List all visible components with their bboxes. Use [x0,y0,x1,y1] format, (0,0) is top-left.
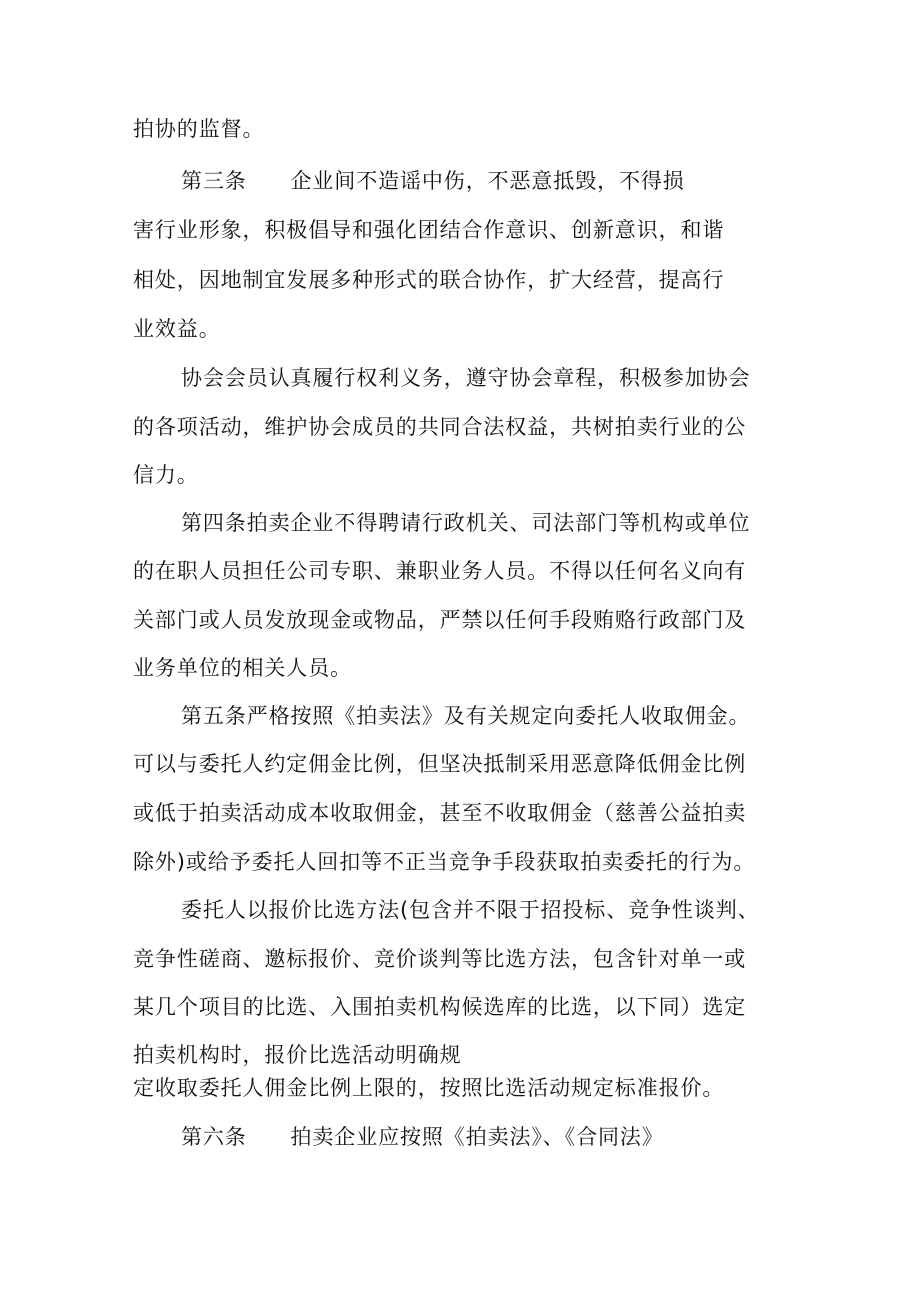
article-3-heading-line: 第三条 企业间不造谣中伤，不恶意抵毁，不得损 [181,169,685,193]
text-line: 或低于拍卖活动成本收取佣金，甚至不收取佣金（慈善公益拍卖 [133,801,747,825]
text-line: 害行业形象，积极倡导和强化团结合作意识、创新意识，和谐 [133,218,725,242]
text-line: 相处，因地制宜发展多种形式的联合协作，扩大经营，提高行 [133,268,725,292]
text-line: 除外)或给予委托人回扣等不正当竞争手段获取拍卖委托的行为。 [133,850,756,874]
article-4-first-line: 第四条拍卖企业不得聘请行政机关、司法部门等机构或单位 [181,511,751,535]
text-line: 的在职人员担任公司专职、兼职业务人员。不得以任何名义向有 [133,559,747,583]
paragraph-first-line: 委托人以报价比选方法(包含并不限于招投标、竞争性谈判、 [181,898,760,922]
text-line: 拍协的监督。 [133,117,265,141]
text-line: 信力。 [133,463,199,487]
text-line: 业务单位的相关人员。 [133,656,352,680]
paragraph-first-line: 协会会员认真履行权利义务，遵守协会章程，积极参加协会 [181,366,751,390]
text-line: 竞争性磋商、邀标报价、竞价谈判等比选方法，包含针对单一或 [133,947,747,971]
article-5-first-line: 第五条严格按照《拍卖法》及有关规定向委托人收取佣金。 [181,704,751,728]
text-line: 定收取委托人佣金比例上限的，按照比选活动规定标准报价。 [133,1076,725,1100]
article-6-heading-line: 第六条 拍卖企业应按照《拍卖法》、《合同法》 [181,1125,664,1149]
text-line: 业效益。 [133,317,221,341]
text-line: 的各项活动，维护协会成员的共同合法权益，共树拍卖行业的公 [133,415,747,439]
text-line: 拍卖机构时，报价比选活动明确规 [133,1043,462,1067]
text-line: 关部门或人员发放现金或物品，严禁以任何手段贿赂行政部门及 [133,608,747,632]
text-line: 某几个项目的比选、入围拍卖机构候选库的比选，以下同）选定 [133,995,747,1019]
text-line: 可以与委托人约定佣金比例，但坚决抵制采用恶意降低佣金比例 [133,752,747,776]
